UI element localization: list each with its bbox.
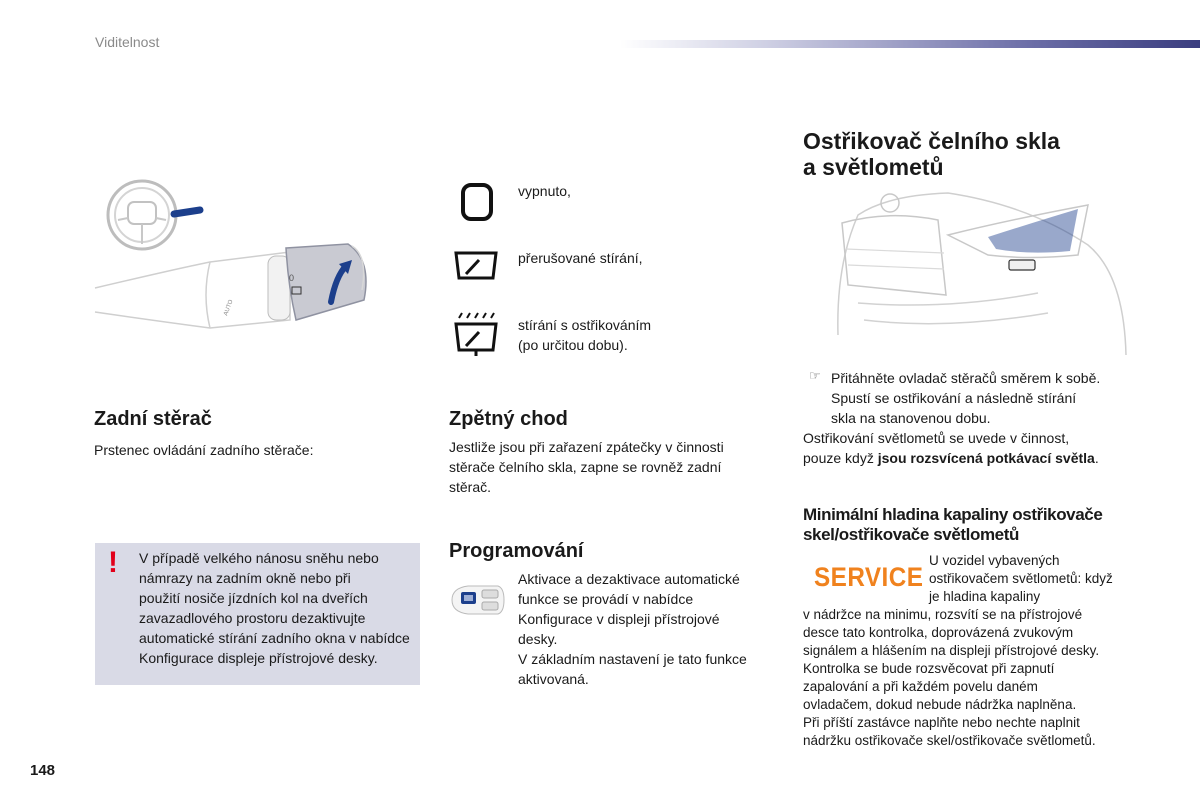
mode-wash-label: stírání s ostřikováním (po určitou dobu). xyxy=(518,317,652,353)
stalk-label-auto: AUTO xyxy=(223,299,235,317)
washer-instructions: Přitáhněte ovladač stěračů směrem k sobě. Spustí se ostřikování a následně stírání skla na stanovenou dobu. xyxy=(831,370,1101,426)
intermittent-wipe-icon xyxy=(453,250,499,286)
wash-wipe-icon xyxy=(453,310,499,358)
service-warning-icon: SERVICE xyxy=(814,562,924,592)
page-number: 148 xyxy=(30,762,56,779)
hand-pointer-icon: ☞ xyxy=(809,368,821,383)
min-level-text: v nádržce na minimu, rozsvítí se na přístrojové desce tato kontrolka, doprovázená zvukovým signálem a hlášením na displeji přístrojové desky. Kontrolka se bude rozsvěcovat při zapnutí zapalování a při každém povelu daném ovladačem, dokud nebude nádržka naplněna. Při příští zastávce naplňte nebo nechte naplnit nádržku ostřikovače skel/ostřikovače světlometů. xyxy=(803,607,1100,748)
car-front-illustration xyxy=(828,185,1130,360)
rear-wiper-text: Prstenec ovládání zadního stěrače: xyxy=(94,442,314,458)
mode-intermittent-label: přerušované stírání, xyxy=(518,250,643,266)
rear-wiper-title: Zadní stěrač xyxy=(94,408,212,430)
programming-text: Aktivace a dezaktivace automatické funkce se provádí v nabídce Konfigurace v displeji přístrojové desky. V základním nastavení je tato funkce aktivovaná. xyxy=(518,571,747,687)
stalk-label-zero: 0 xyxy=(289,273,295,283)
headlamp-washer-text: Ostřikování světlometů se uvede v činnost, pouze když jsou rozsvícená potkávací světla. xyxy=(803,430,1099,466)
min-level-title: Minimální hladina kapaliny ostřikovače skel/ostřikovače světlometů xyxy=(803,505,1103,544)
off-icon xyxy=(460,182,496,222)
section-title: Viditelnost xyxy=(95,34,160,50)
wiper-stalk-illustration xyxy=(90,170,380,345)
steering-wheel-icon xyxy=(108,181,200,249)
reverse-title: Zpětný chod xyxy=(449,408,568,430)
programming-title: Programování xyxy=(449,540,584,562)
mode-off-label: vypnuto, xyxy=(518,183,571,199)
warning-icon: ! xyxy=(108,546,118,579)
min-level-intro: U vozidel vybavených ostřikovačem světlometů: když je hladina kapaliny xyxy=(929,553,1113,604)
config-button-icon xyxy=(448,582,508,618)
reverse-text: Jestliže jsou při zařazení zpátečky v činnosti stěrače čelního skla, zapne se rovněž zadní stěrač. xyxy=(449,439,724,495)
warning-text: V případě velkého nánosu sněhu nebo námrazy na zadním okně nebo při použití nosiče jízdních kol na dveřích zavazadlového prostoru dezaktivujte automatické stírání zadního okna v nabídce Konfigurace displeje přístrojové desky. xyxy=(139,550,410,666)
stalk-outline xyxy=(95,244,366,328)
washer-title: Ostřikovač čelního skla a světlometů xyxy=(803,128,1060,180)
header-gradient-bar xyxy=(620,40,1200,48)
